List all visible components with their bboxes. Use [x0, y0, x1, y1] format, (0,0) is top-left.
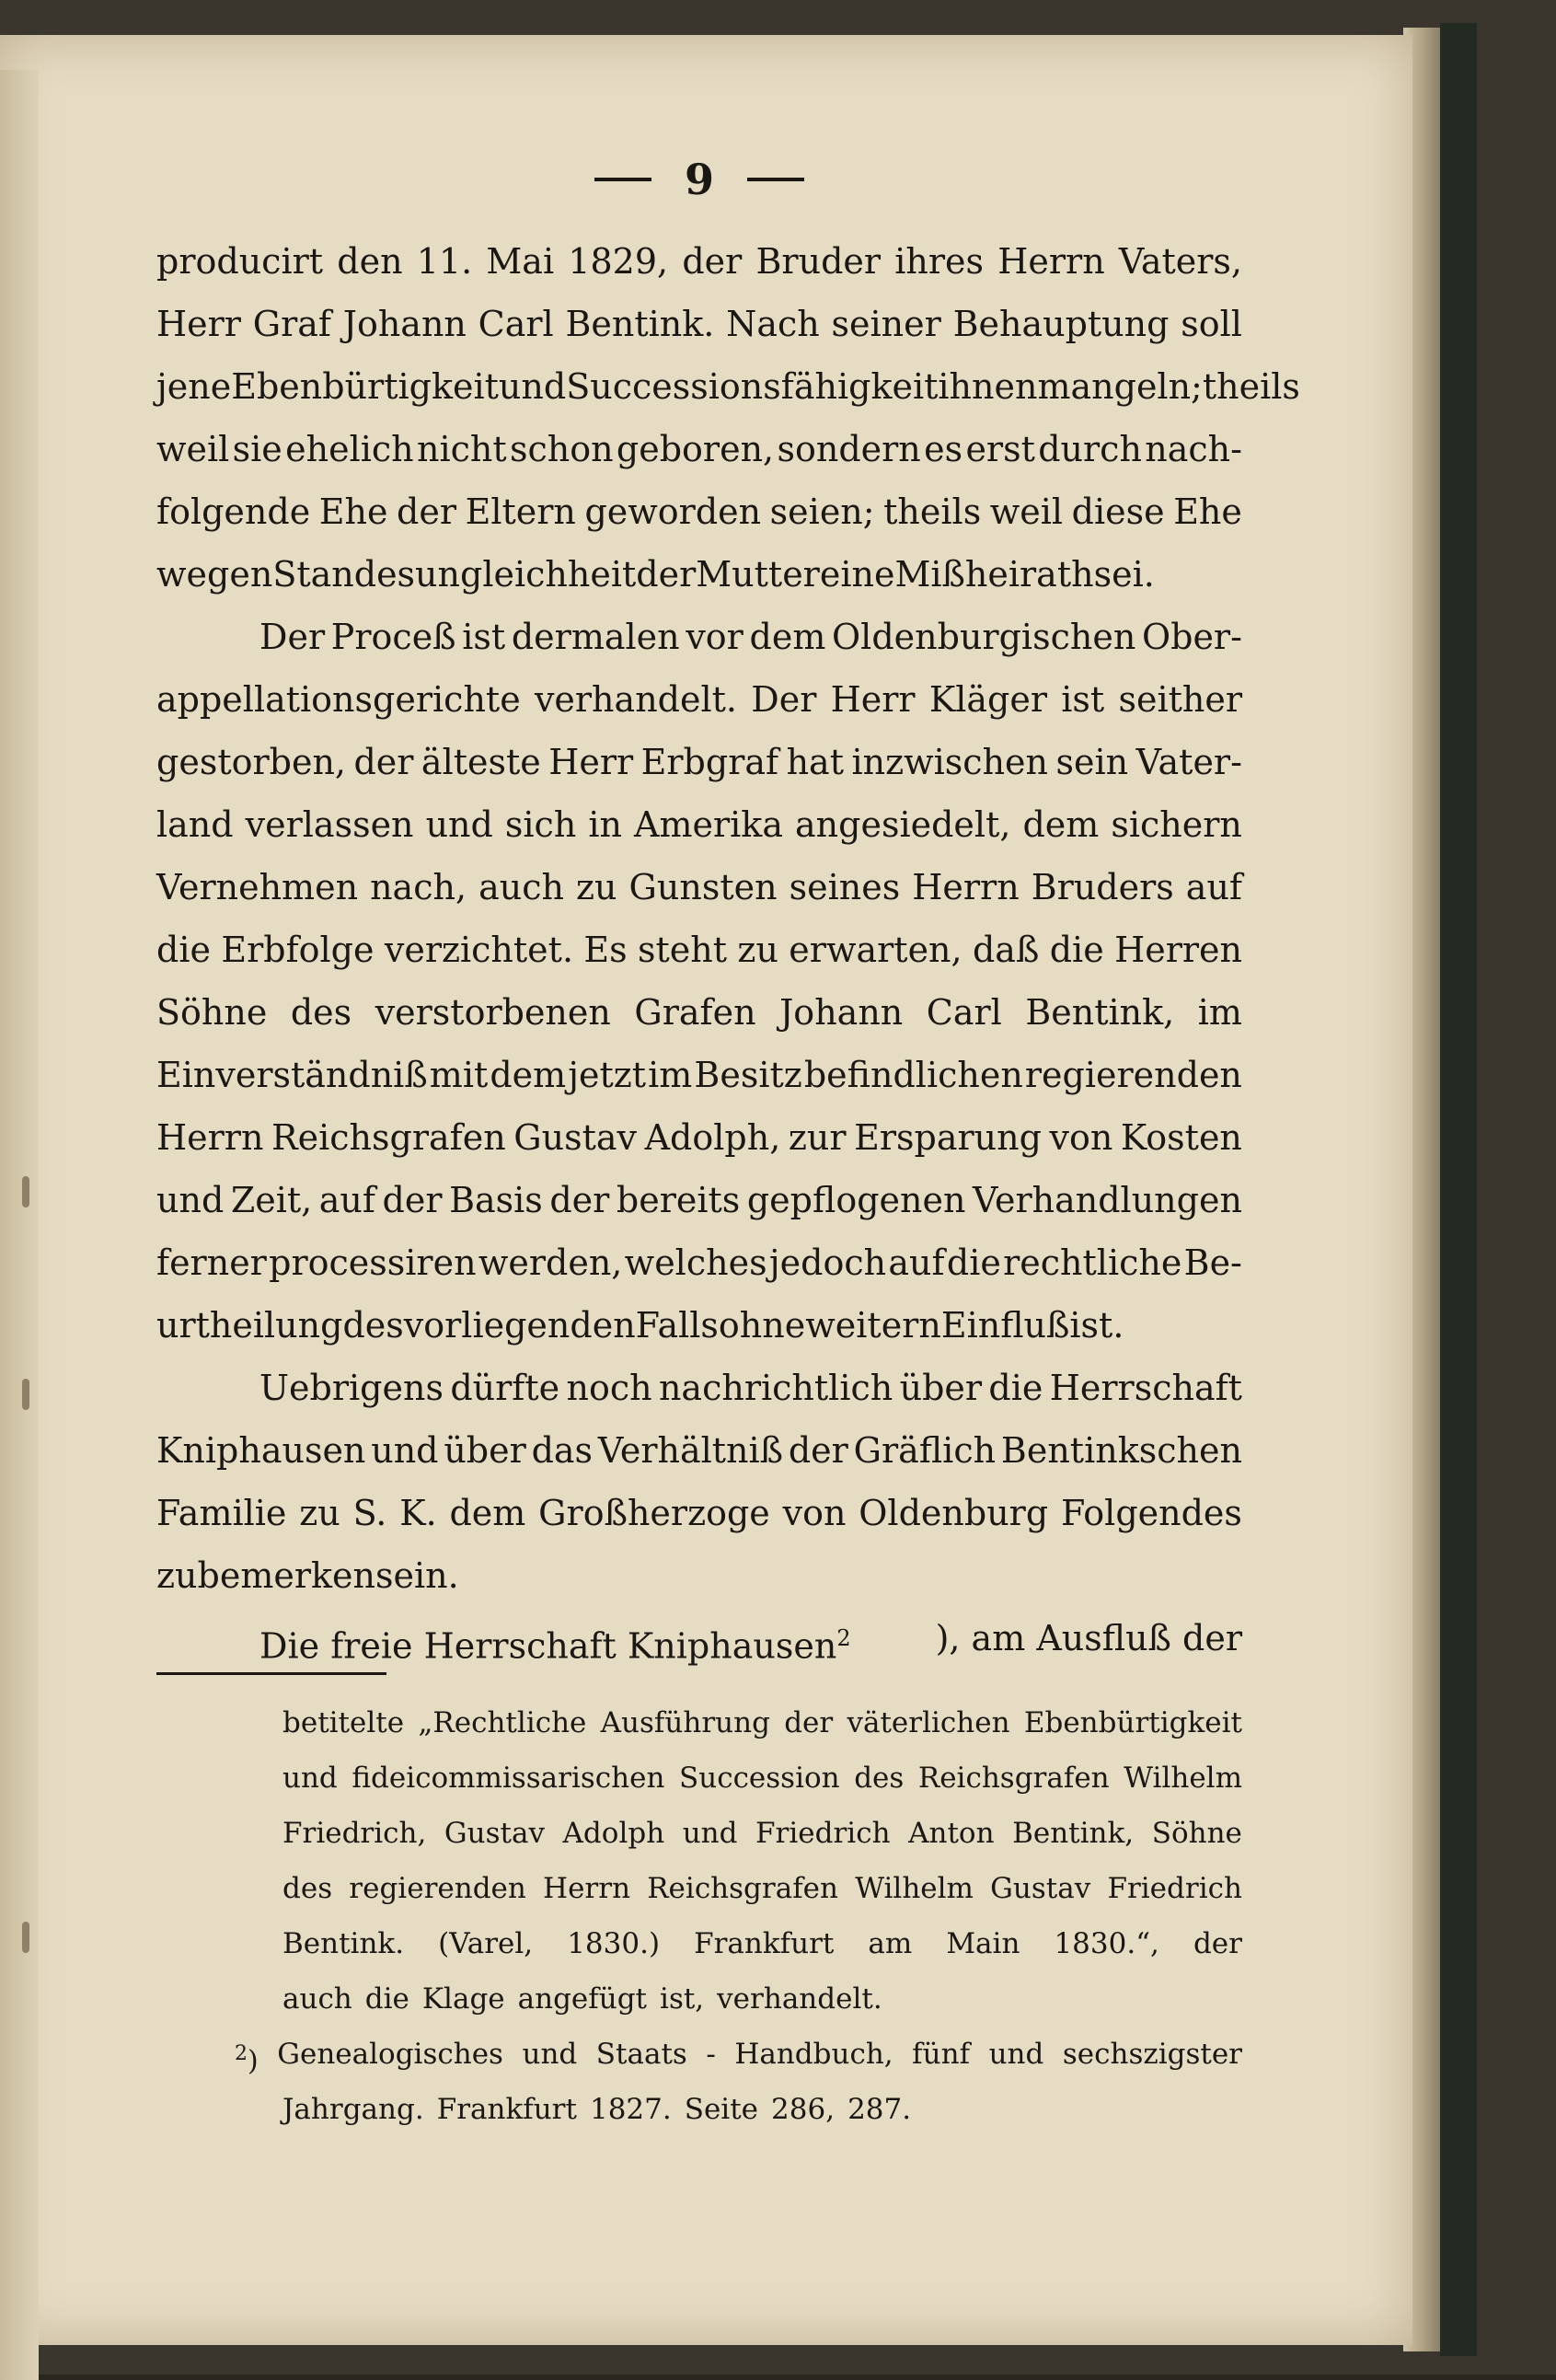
word: ist. [1069, 1305, 1124, 1346]
word: processiren [269, 1242, 477, 1283]
word: von [1049, 1117, 1113, 1158]
word-space [758, 2082, 771, 2137]
word: jetzt [568, 1055, 647, 1095]
word: Mutter [696, 554, 820, 595]
word: Herr [156, 304, 241, 344]
text-line [156, 293, 1242, 355]
word: betitelte [282, 1706, 405, 1739]
word: dem [449, 1493, 526, 1533]
word: Staats [595, 2038, 687, 2071]
word: Vaters, [1118, 241, 1242, 282]
body-text [156, 230, 1300, 1669]
word: Carl [478, 304, 554, 344]
word: 286, [771, 2093, 836, 2126]
word: werden, [478, 1242, 623, 1283]
word: Friedrich, [282, 1817, 427, 1850]
word: schon [509, 429, 614, 469]
word: Herrschaft [1049, 1368, 1242, 1408]
word: vor [686, 617, 743, 657]
word: im [1197, 992, 1242, 1033]
word: zu [299, 1493, 340, 1533]
word: regierenden [1024, 1055, 1242, 1095]
word-space [647, 1971, 660, 2027]
text-line [156, 731, 1242, 793]
word: die [946, 1242, 1001, 1283]
text-line [156, 1106, 1242, 1169]
word: des [282, 1872, 333, 1905]
text-line [156, 480, 1242, 543]
word: verstorbenen [375, 992, 611, 1033]
word: sie [232, 429, 282, 469]
text-line [156, 1544, 1242, 1607]
word: folgende [156, 491, 311, 532]
word: verlassen [245, 804, 414, 845]
word: dem [749, 617, 826, 657]
word: verhandelt. [717, 1982, 882, 2016]
word: weil [156, 429, 230, 469]
footnote-line [156, 1806, 1242, 1861]
word: ist [462, 617, 506, 657]
word: Friedrich [755, 1817, 891, 1850]
word: 11. [416, 241, 473, 282]
word: Erbgraf [640, 742, 779, 782]
word: ehelich [285, 429, 414, 469]
word: Besitz [694, 1055, 802, 1095]
word: dermalen [511, 617, 680, 657]
word: inzwischen [851, 742, 1048, 782]
word: K. [399, 1493, 437, 1533]
word: Frankfurt [694, 1927, 835, 1960]
word-space [352, 1971, 365, 2027]
word: regierenden [349, 1872, 526, 1905]
word: erwarten, [789, 930, 962, 970]
word: der [636, 554, 697, 595]
page-number: 9 [684, 155, 714, 204]
word: Verhältniß [597, 1430, 784, 1471]
word: Be- [1183, 1242, 1242, 1283]
word: 1829, [568, 241, 669, 282]
text-line [156, 1294, 1242, 1357]
word: Ebenbürtigkeit [1023, 1706, 1242, 1739]
word: nach- [1145, 429, 1242, 469]
word: des [290, 992, 352, 1033]
word: Bruders [1031, 867, 1174, 907]
word: befindlichen [803, 1055, 1023, 1095]
word: Der [259, 617, 326, 657]
word: 1830.“, [1054, 1927, 1159, 1960]
word: sechszigster [1062, 2038, 1242, 2071]
word: Jahrgang. [282, 2093, 424, 2126]
word: der [682, 241, 743, 282]
word: dem [490, 1055, 567, 1095]
word: der [1193, 1927, 1242, 1960]
word: den [337, 241, 403, 282]
word: Verhandlungen [973, 1180, 1242, 1220]
word-space [409, 1971, 422, 2027]
word: land [156, 804, 234, 845]
word: seiner [831, 304, 941, 344]
word: zur [788, 1117, 847, 1158]
word: verzichtet. [384, 930, 574, 970]
text-line [156, 606, 1242, 668]
word: seither [1118, 679, 1242, 720]
word: Söhne [156, 992, 268, 1033]
word: Es [583, 930, 628, 970]
footnote-line [156, 2027, 1242, 2082]
word: die [364, 1982, 409, 2016]
word: geworden [584, 491, 762, 532]
word: auf [888, 1242, 945, 1283]
word: Adolph, [644, 1117, 781, 1158]
word: - [706, 2038, 716, 2071]
word: „Rechtliche [418, 1706, 587, 1739]
text-line [156, 1231, 1242, 1294]
word: im [648, 1055, 693, 1095]
word: Main [946, 1927, 1020, 1960]
text-line [156, 355, 1300, 418]
word: Bentink, [1012, 1817, 1135, 1850]
word: Ober- [1141, 617, 1242, 657]
text-line [156, 1044, 1242, 1106]
word: Falls [635, 1305, 719, 1346]
word: jene [156, 366, 232, 407]
text-line [156, 793, 1242, 856]
word: über [444, 1430, 526, 1471]
word: Mai [486, 241, 555, 282]
word: Vernehmen [156, 867, 359, 907]
word: Ehe [1173, 491, 1242, 532]
word: der [353, 742, 414, 782]
word: appellationsgerichte [156, 679, 521, 720]
footnote-marker [235, 2027, 259, 2082]
word: sein [1055, 742, 1129, 782]
word: 1830.) [567, 1927, 661, 1960]
word: ohne [718, 1305, 806, 1346]
word: und [371, 1430, 439, 1471]
word: Bentink. [282, 1927, 405, 1960]
word: Adolph [562, 1817, 665, 1850]
word: Bruder [755, 241, 882, 282]
binding-gutter [0, 70, 39, 2380]
binding-stitch [22, 1379, 29, 1410]
word: Frankfurt [436, 2093, 577, 2126]
word: Behauptung [952, 304, 1170, 344]
word-space [424, 2082, 437, 2137]
text-line [156, 543, 1242, 606]
word: diese [1071, 491, 1165, 532]
word-space [505, 1971, 518, 2027]
word: S. [352, 1493, 387, 1533]
word: in [588, 804, 622, 845]
word: hat [786, 742, 844, 782]
word: Ersparung [854, 1117, 1042, 1158]
word: Gustav [444, 1817, 545, 1850]
word: Großherzoge [538, 1493, 770, 1533]
word: Zeit, [230, 1180, 313, 1220]
word: Gustav [990, 1872, 1091, 1905]
text-line [156, 1357, 1242, 1419]
text-line [156, 981, 1242, 1044]
word: ist [1061, 679, 1105, 720]
text-line [156, 1419, 1242, 1482]
word: Herr [830, 679, 916, 720]
word: Johann [342, 304, 467, 344]
text-line [156, 1169, 1242, 1231]
word: welches [624, 1242, 767, 1283]
word: mangeln; [1037, 366, 1203, 407]
word: Standesungleichheit [272, 554, 637, 595]
word: Mißheirath [894, 554, 1094, 595]
word: Johann [779, 992, 904, 1033]
word: Basis [449, 1180, 543, 1220]
word: und [988, 2038, 1044, 2071]
word: Reichsgrafen [271, 1117, 506, 1158]
word: Herr [548, 742, 634, 782]
word: es [924, 429, 963, 469]
word: wegen [156, 554, 273, 595]
word: Herrn [156, 1117, 264, 1158]
word: Friedrich [1107, 1872, 1242, 1905]
word-space [672, 2082, 685, 2137]
footnote-line [156, 1695, 1242, 1750]
header-dash-left [594, 178, 651, 181]
word: Anton [908, 1817, 995, 1850]
word: und [682, 1817, 738, 1850]
word: weitern [805, 1305, 941, 1346]
word: vorliegenden [403, 1305, 636, 1346]
word: Handbuch, [734, 2038, 893, 2071]
word: dürfte [450, 1368, 560, 1408]
word: Oldenburgischen [832, 617, 1136, 657]
word: Oldenburg [859, 1493, 1049, 1533]
word: bemerken [197, 1555, 375, 1596]
word: und [522, 2038, 578, 2071]
footnotes [156, 1672, 1242, 2137]
word: weil [989, 491, 1064, 532]
word: das [531, 1430, 594, 1471]
text-line [156, 918, 1242, 981]
word: Bentinkschen [1000, 1430, 1242, 1471]
word: Bentink. [565, 304, 715, 344]
word: producirt [156, 241, 324, 282]
word: angefügt [517, 1982, 648, 2016]
word: Wilhelm [855, 1872, 974, 1905]
word: Ehe [318, 491, 388, 532]
word: nicht [416, 429, 507, 469]
word: geboren, [616, 429, 775, 469]
footnote-marker-paren: ) [248, 2045, 259, 2077]
word-space [704, 1971, 717, 2027]
word: Kosten [1120, 1117, 1242, 1158]
word: der [549, 1180, 610, 1220]
word: gestorben, [156, 742, 346, 782]
word: Klage [421, 1982, 505, 2016]
word: Successionsfähigkeit [566, 366, 939, 407]
word: sich [504, 804, 577, 845]
word-space [835, 2082, 847, 2137]
word: (Varel, [438, 1927, 534, 1960]
word: sondern [777, 429, 921, 469]
word: die [988, 1368, 1043, 1408]
word: nachrichtlich [658, 1368, 893, 1408]
word: steht [638, 930, 728, 970]
word: theils [883, 491, 982, 532]
word: zu [576, 867, 617, 907]
word: gepflogenen [746, 1180, 966, 1220]
word: Ebenbürtigkeit [231, 366, 499, 407]
word: theils [1202, 366, 1300, 407]
word: Nach [726, 304, 820, 344]
page-header [497, 152, 902, 207]
word: Folgendes [1061, 1493, 1242, 1533]
word: fünf [912, 2038, 971, 2071]
footnote-rule [156, 1672, 386, 1675]
word: Uebrigens [259, 1368, 444, 1408]
word: und [425, 804, 493, 845]
word: eine [819, 554, 895, 595]
word: Reichsgrafen [917, 1762, 1110, 1795]
word: ferner [156, 1242, 267, 1283]
word: nach, [370, 867, 467, 907]
word: zu [156, 1555, 198, 1596]
word: Proceß [330, 617, 456, 657]
word: rechtliche [1003, 1242, 1182, 1283]
word: urtheilung [156, 1305, 343, 1346]
word: fideicommissarischen [352, 1762, 665, 1795]
word: seien; [769, 491, 875, 532]
word: seines [789, 867, 901, 907]
word: Familie [156, 1493, 287, 1533]
word: bereits [616, 1180, 741, 1220]
footnote-line [156, 2082, 1242, 2137]
footnote-line [156, 1971, 1242, 2027]
word: Gräflich [853, 1430, 997, 1471]
word: Herrn [543, 1872, 631, 1905]
footnote-line [156, 1916, 1242, 1971]
word: Succession [679, 1762, 840, 1795]
word: Genealogisches [277, 2038, 503, 2071]
word: der [382, 1180, 443, 1220]
binding-stitch [22, 1922, 29, 1953]
text-line [156, 418, 1242, 480]
word: Einverständniß [156, 1055, 428, 1095]
footnote-reference: 2 [836, 1625, 851, 1651]
book-cover-edge [1440, 23, 1477, 2356]
word: auf [1185, 867, 1242, 907]
word: 287. [847, 2093, 912, 2126]
word: jedoch [768, 1242, 887, 1283]
word: ihres [894, 241, 985, 282]
word: der [784, 1706, 834, 1739]
word: und [282, 1762, 338, 1795]
binding-stitch [22, 1176, 29, 1207]
footnote-line [156, 1861, 1242, 1916]
word: des [854, 1762, 905, 1795]
footnote-line [156, 1750, 1242, 1806]
word: Gunsten [628, 867, 778, 907]
word: älteste [421, 742, 541, 782]
word: väterlichen [847, 1706, 1010, 1739]
word: mit [429, 1055, 489, 1095]
word: Graf [252, 304, 331, 344]
word: über [899, 1368, 983, 1408]
word: Gustav [513, 1117, 638, 1158]
text-line-with-footnote-ref [156, 1607, 1242, 1669]
word: Söhne [1151, 1817, 1242, 1850]
word: soll [1181, 304, 1242, 344]
word: Erbfolge [221, 930, 375, 970]
word: Eltern [465, 491, 576, 532]
text-line [156, 230, 1242, 293]
word: Herren [1114, 930, 1242, 970]
word: daß [972, 930, 1040, 970]
text-segment: ), am Ausfluß der [935, 1618, 1242, 1658]
word: Wilhelm [1124, 1762, 1242, 1795]
text-segment: Die freie Herrschaft Kniphausen$^2$ [259, 1625, 851, 1667]
word: Vater- [1135, 742, 1242, 782]
word: Bentink, [1025, 992, 1175, 1033]
word: am [868, 1927, 913, 1960]
footnote-marker-number: 2 [235, 2042, 248, 2065]
word: noch [566, 1368, 652, 1408]
word: des [342, 1305, 404, 1346]
header-dash-right [747, 178, 804, 181]
word: angesiedelt, [795, 804, 1011, 845]
word: Kniphausen [156, 1430, 366, 1471]
word: von [782, 1493, 847, 1533]
word: Reichsgrafen [647, 1872, 838, 1905]
word: Ausführung [600, 1706, 770, 1739]
word: sein. [375, 1555, 459, 1596]
word: Einfluß [940, 1305, 1070, 1346]
word: durch [1038, 429, 1142, 469]
text-line [156, 1482, 1242, 1544]
word: erst [965, 429, 1035, 469]
word: Kläger [928, 679, 1048, 720]
word: die [1049, 930, 1104, 970]
word: der [788, 1430, 848, 1471]
word: und [156, 1180, 225, 1220]
word: der [397, 491, 457, 532]
word-space [577, 2082, 590, 2137]
word: die [156, 930, 211, 970]
text-line [156, 856, 1242, 918]
word: Herrn [997, 241, 1105, 282]
word: Seite [684, 2093, 759, 2126]
word: ist, [660, 1982, 705, 2016]
word: Grafen [634, 992, 756, 1033]
word: verhandelt. [534, 679, 737, 720]
text-line [156, 668, 1242, 731]
word: sei. [1093, 554, 1155, 595]
word: dem [1022, 804, 1100, 845]
word: auch [282, 1982, 352, 2016]
word: Amerika [634, 804, 783, 845]
word: Herrn [912, 867, 1020, 907]
word: und [498, 366, 567, 407]
word: 1827. [589, 2093, 672, 2126]
word: Carl [926, 992, 1002, 1033]
word: ihnen [938, 366, 1038, 407]
word: Der [751, 679, 817, 720]
word: auch [478, 867, 564, 907]
word: sichern [1111, 804, 1242, 845]
word: auf [318, 1180, 375, 1220]
word: zu [737, 930, 778, 970]
